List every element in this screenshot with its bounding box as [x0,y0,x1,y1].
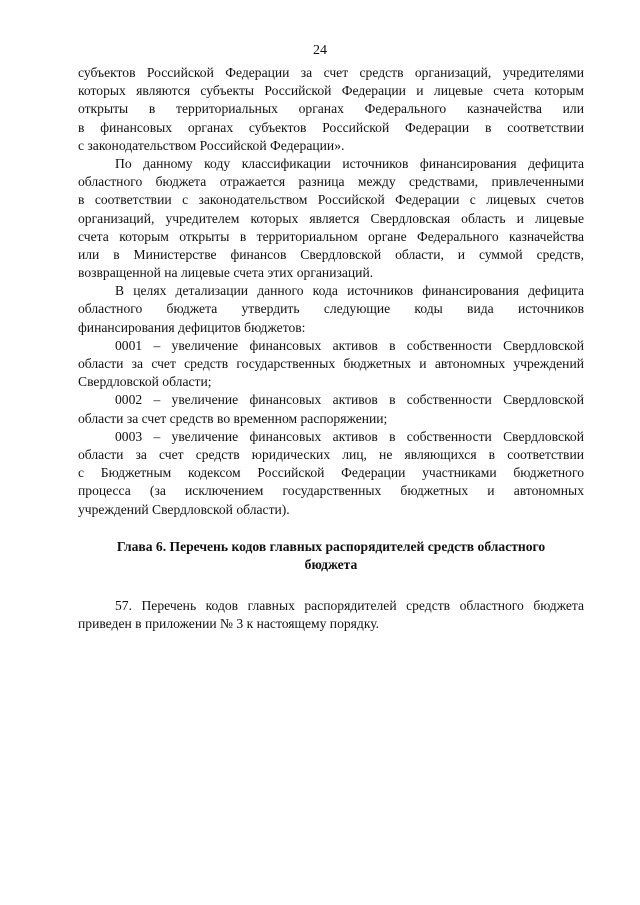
text-line: которых являются субъекты Российской Федерации и лицевые счета которым [78,83,584,99]
text-line: 0002 – увеличение финансовых активов в собственности Свердловской [115,392,584,408]
text-line: в соответствии с законодательством Российской Федерации с лицевых счетов [78,192,584,208]
text-line: в финансовых органах субъектов Российской Федерации в соответствии [78,119,584,135]
text-line: или в Министерстве финансов Свердловской области, и суммой средств, [78,246,584,262]
text-line: областного бюджета утвердить следующие коды вида источников [78,301,584,317]
text-line: с Бюджетным кодексом Российской Федерации участниками бюджетного [78,465,584,481]
paragraph-continuation [78,64,584,155]
chapter-heading-line: бюджета [304,557,358,573]
document-body [78,64,584,633]
chapter-heading-line: Глава 6. Перечень кодов главных распорядителей средств областного [116,538,546,554]
text-line: процесса (за исключением государственных бюджетных и автономных [78,483,584,499]
text-line: организаций, учредителем которых является Свердловская область и лицевые [78,210,584,226]
text-line: открыты в территориальных органах Федерального казначейства или [78,101,584,117]
text-line: областного бюджета отражается разница между средствами, привлеченными [78,174,584,190]
paragraph-detail-intro [78,282,584,337]
list-item-code-0002 [78,391,584,427]
text-line: субъектов Российской Федерации за счет средств организаций, учредителями [78,65,584,80]
text-line: области за счет средств государственных бюджетных и автономных учреждений [78,356,584,371]
text-line: финансирования дефицитов бюджетов: [78,319,306,335]
text-line: учреждений Свердловской области). [78,501,290,517]
text-line: области за счет средств во временном распоряжении; [78,410,388,426]
text-line: области за счет средств юридических лиц, не являющихся в соответствии [78,446,584,462]
text-line: 57. Перечень кодов главных распорядителей средств областного бюджета [115,597,584,613]
text-line: приведен в приложении № 3 к настоящему порядку. [78,616,380,632]
list-item-code-0003 [78,428,584,519]
paragraph-item-57 [78,597,584,633]
text-line: 0001 – увеличение финансовых активов в собственности Свердловской [115,337,584,353]
text-line: По данному коду классификации источников финансирования дефицита [115,155,584,171]
text-line: 0003 – увеличение финансовых активов в собственности Свердловской [115,428,584,444]
text-line: с законодательством Российской Федерации». [78,137,345,153]
text-line: Свердловской области; [78,374,212,390]
text-line: счета которым открыты в территориальном органе Федерального казначейства [78,228,584,244]
chapter-heading [78,538,584,575]
text-line: В целях детализации данного кода источников финансирования дефицита [115,283,584,299]
page-number: 24 [313,43,327,58]
spacer [78,575,584,597]
text-line: возвращенной на лицевые счета этих организаций. [78,265,374,281]
paragraph-code-description [78,155,584,282]
list-item-code-0001 [78,337,584,392]
